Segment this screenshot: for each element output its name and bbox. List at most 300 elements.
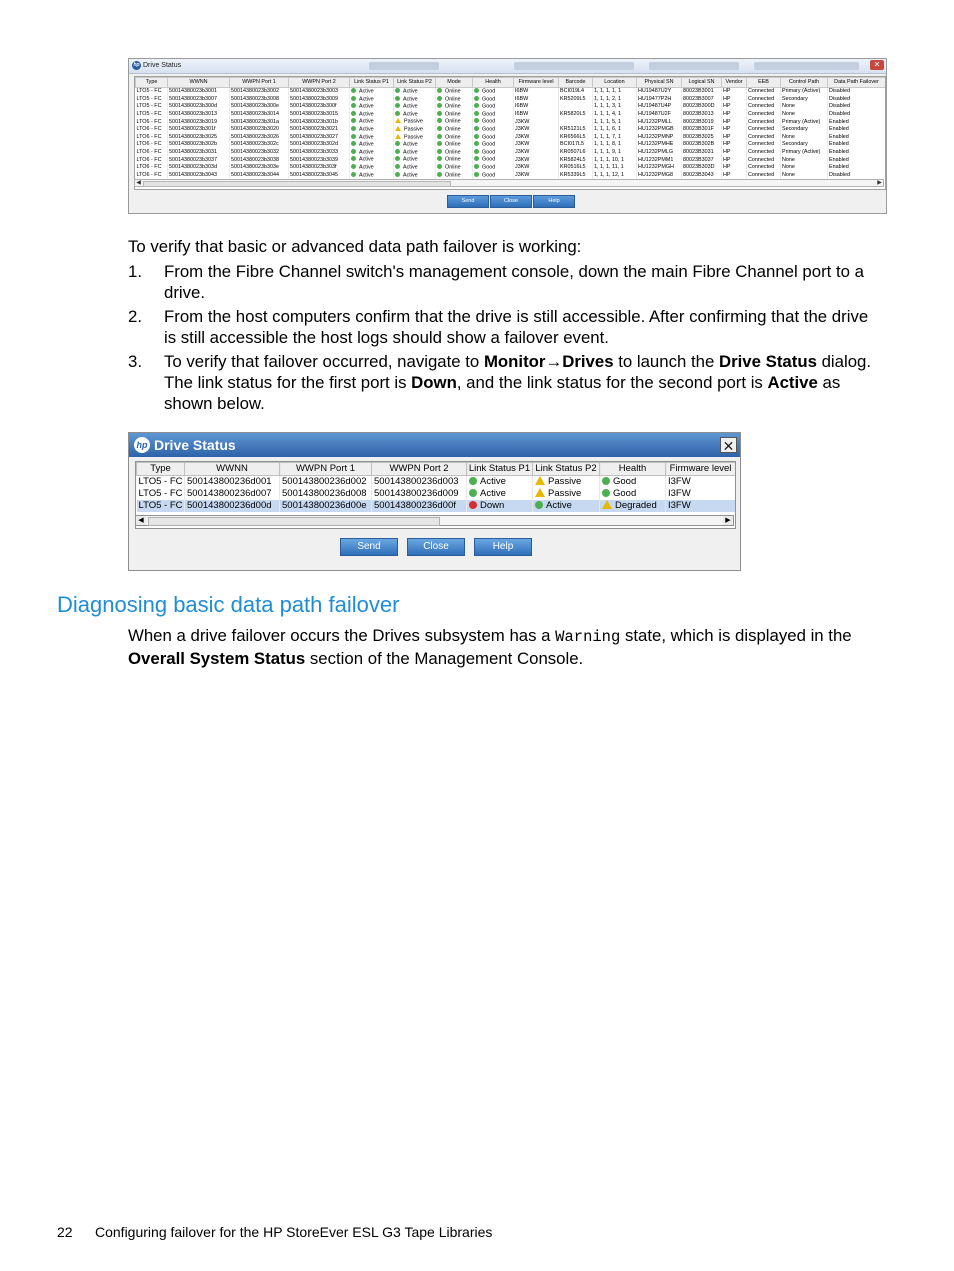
table-cell: KR5820L5 [559, 111, 593, 119]
overall-system-status: Overall System Status [128, 649, 306, 668]
table-cell: 80023B3007 [682, 96, 722, 104]
check-circle-icon [474, 126, 479, 131]
table-cell: Degraded [600, 500, 666, 512]
table-cell: Online [436, 103, 473, 111]
table-row[interactable] [136, 111, 886, 119]
horizontal-scrollbar[interactable] [134, 179, 884, 187]
table-cell: Enabled [828, 134, 886, 142]
check-circle-icon [474, 103, 479, 108]
check-circle-icon [469, 477, 477, 485]
table-cell: 80023B303D [682, 164, 722, 172]
column-header[interactable]: Vendor [722, 78, 747, 88]
table-cell: KR0516L5 [559, 164, 593, 172]
table-cell: KR5339L5 [559, 172, 593, 180]
table-cell: J3KW [514, 172, 559, 180]
table-cell: 1, 1, 1, 3, 1 [593, 103, 637, 111]
check-circle-icon [535, 501, 543, 509]
table-cell: Disabled [828, 172, 886, 180]
table-cell: HP [722, 164, 747, 172]
drive-table [134, 76, 886, 190]
check-circle-icon [474, 164, 479, 169]
table-cell: LTO6 - FC [136, 126, 168, 134]
table-cell: Connected [747, 134, 781, 142]
table-cell: LTO5 - FC [136, 88, 168, 96]
table-cell: Primary (Active) [781, 118, 828, 126]
scroll-left-icon[interactable]: ◀ [136, 516, 146, 525]
scroll-thumb[interactable] [143, 181, 451, 187]
table-cell: HU19487U4P [637, 103, 682, 111]
table-cell: Active [394, 88, 436, 96]
table-cell: LTO5 - FC [138, 499, 183, 511]
column-header[interactable]: Link Status P1 [467, 463, 533, 476]
table-cell: HP [722, 126, 747, 134]
table-cell: 50014380023b3039 [289, 156, 350, 164]
table-cell: Enabled [828, 141, 886, 149]
table-cell: Active [394, 141, 436, 149]
table-cell: Online [436, 172, 473, 180]
scroll-right-icon[interactable]: ▶ [877, 180, 882, 186]
page-number: 22 [57, 1224, 73, 1240]
hp-logo-icon: hp [133, 62, 140, 68]
table-cell: 500143800236d008 [280, 488, 372, 500]
check-circle-icon [351, 88, 356, 93]
check-circle-icon [395, 156, 400, 161]
table-row[interactable] [136, 88, 886, 96]
column-header[interactable]: Type [137, 463, 185, 476]
table-cell: None [781, 103, 828, 111]
column-header[interactable]: WWNN [168, 78, 230, 88]
warning-triangle-icon [395, 134, 401, 139]
scroll-left-icon[interactable]: ◀ [136, 180, 141, 186]
table-cell: HU19487U2Y [637, 88, 682, 96]
check-circle-icon [351, 149, 356, 154]
table-cell: Good [473, 88, 514, 96]
table-cell: Active [350, 134, 394, 142]
table-cell: 80023B3019 [682, 118, 722, 126]
status-down: Down [411, 373, 457, 392]
table-cell: HP [722, 103, 747, 111]
table-cell: Online [436, 96, 473, 104]
column-header[interactable]: Health [600, 463, 666, 476]
table-cell: Active [350, 172, 394, 180]
table-row[interactable] [136, 164, 886, 172]
table-cell: Active [394, 172, 436, 180]
table-cell: Active [350, 156, 394, 164]
help-button[interactable]: Help [474, 538, 532, 556]
send-button[interactable]: Send [340, 538, 398, 556]
table-cell: 50014380023b3003 [289, 88, 350, 96]
check-circle-icon [474, 141, 479, 146]
table-cell: Connected [747, 103, 781, 111]
table-cell: HP [722, 111, 747, 119]
table-cell: J3KW [514, 126, 559, 134]
check-circle-icon [474, 172, 479, 177]
table-cell: 1, 1, 1, 9, 1 [593, 149, 637, 157]
column-header[interactable]: Link Status P2 [533, 463, 600, 476]
table-cell: HP [722, 96, 747, 104]
table-cell: HU1232PMLL [637, 118, 682, 126]
table-cell: 50014380023b3008 [230, 96, 289, 104]
close-button[interactable]: Close [490, 195, 532, 208]
table-cell: BCI017L5 [559, 141, 593, 149]
table-row[interactable] [136, 149, 886, 157]
table-cell: Active [350, 96, 394, 104]
check-circle-icon [474, 156, 479, 161]
table-cell: Passive [533, 488, 600, 500]
table-cell: J3KW [514, 118, 559, 126]
table-cell: 1, 1, 1, 2, 1 [593, 96, 637, 104]
table-cell: 50014380023b3025 [168, 134, 230, 142]
table-cell: Online [436, 88, 473, 96]
arrow-icon: → [545, 352, 563, 371]
column-header[interactable]: EEB [747, 78, 781, 88]
check-circle-icon [602, 489, 610, 497]
check-circle-icon [351, 134, 356, 139]
check-circle-icon [474, 88, 479, 93]
table-cell: KR5824L5 [559, 156, 593, 164]
window-title: Drive Status [143, 62, 182, 69]
table-cell: 50014380023b3020 [230, 126, 289, 134]
column-header[interactable]: Physical SN [637, 78, 682, 88]
table-cell: Online [436, 134, 473, 142]
table-cell: Good [473, 103, 514, 111]
table-cell: Primary (Active) [781, 149, 828, 157]
table-cell: I6BW [514, 96, 559, 104]
table-cell: HU1232PMNP [637, 134, 682, 142]
step-number: 3. [128, 352, 142, 371]
column-header[interactable]: WWPN Port 2 [372, 463, 467, 476]
column-header[interactable]: Data Path Failover [828, 78, 886, 88]
menu-monitor: Monitor [483, 352, 546, 371]
check-circle-icon [437, 134, 442, 139]
table-cell: 50014380023b300f [289, 103, 350, 111]
step-text: To verify that failover occurred, navigate to Monitor→Drives to launch the Drive Status dialog. The link status for the first port is Down, and the link status for the second port is Active as shown below. [164, 352, 872, 413]
window-titlebar [129, 433, 740, 457]
table-cell: J3KW [514, 141, 559, 149]
table-cell: LTO6 - FC [136, 172, 168, 180]
table-cell: 50014380023b301b [289, 118, 350, 126]
column-header[interactable]: Control Path [781, 78, 828, 88]
table-cell: Disabled [828, 96, 886, 104]
table-cell: HU1232PMHE [637, 141, 682, 149]
table-cell: 50014380023b3045 [289, 172, 350, 180]
table-cell: KR5209L5 [559, 96, 593, 104]
table-cell: 500143800236d00f [372, 500, 467, 512]
table-cell: KR5121L5 [559, 126, 593, 134]
table-cell: 80023B302B [682, 141, 722, 149]
table-cell: 1, 1, 1, 11, 1 [593, 164, 637, 172]
check-circle-icon [437, 141, 442, 146]
table-cell: None [781, 172, 828, 180]
menu-drives: Drives [562, 352, 614, 371]
check-circle-icon [602, 477, 610, 485]
close-button[interactable]: Close [407, 538, 465, 556]
check-circle-icon [351, 141, 356, 146]
table-cell: LTO5 - FC [136, 111, 168, 119]
table-cell: HU19487U2F [637, 111, 682, 119]
table-cell: 80023B3025 [682, 134, 722, 142]
column-header[interactable]: Firmware level [666, 463, 736, 476]
table-cell: HP [722, 118, 747, 126]
table-cell: Active [350, 103, 394, 111]
table-cell: 50014380023b302c [230, 141, 289, 149]
table-cell: Active [350, 164, 394, 172]
table-cell: LTO5 - FC [138, 487, 183, 499]
section-heading: Diagnosing basic data path failover [57, 592, 400, 617]
check-circle-icon [395, 172, 400, 177]
column-header[interactable]: WWPN Port 2 [289, 78, 350, 88]
step-number: 1. [128, 262, 142, 281]
table-cell: 80023B3037 [682, 156, 722, 164]
table-cell: LTO5 - FC [138, 475, 183, 487]
table-cell: Enabled [828, 156, 886, 164]
table-cell: 50014380023b3002 [230, 88, 289, 96]
table-cell: HP [722, 172, 747, 180]
table-cell: Good [473, 118, 514, 126]
table-cell: 50014380023b3001 [168, 88, 230, 96]
table-cell: Online [436, 149, 473, 157]
check-circle-icon [395, 164, 400, 169]
table-cell: Enabled [828, 118, 886, 126]
table-cell: Enabled [828, 126, 886, 134]
table-row[interactable] [136, 103, 886, 111]
table-cell: HU1232PMGH [637, 164, 682, 172]
section-paragraph: When a drive failover occurs the Drives subsystem has a Warning state, which is displayed in the Overall System Status section of the Management Console. [128, 626, 852, 668]
table-row[interactable] [136, 134, 886, 142]
table-cell: 50014380023b300d [168, 103, 230, 111]
table-cell: Active [467, 488, 533, 500]
table-row[interactable] [136, 156, 886, 164]
table-cell: 50014380023b3032 [230, 149, 289, 157]
check-circle-icon [395, 149, 400, 154]
table-cell: Connected [747, 149, 781, 157]
table-cell: LTO5 - FC [136, 96, 168, 104]
table-cell: 80023B3043 [682, 172, 722, 180]
table-cell: 50014380023b300e [230, 103, 289, 111]
table-cell: 50014380023b3031 [168, 149, 230, 157]
table-cell: 1, 1, 1, 4, 1 [593, 111, 637, 119]
table-cell: Disabled [828, 103, 886, 111]
table-cell: 50014380023b303e [230, 164, 289, 172]
close-icon[interactable]: ✕ [870, 60, 884, 70]
table-cell: 80023B3031 [682, 149, 722, 157]
blurred-title-area [754, 62, 859, 70]
table-cell: Active [394, 111, 436, 119]
table-cell: 500143800236d009 [372, 488, 467, 500]
table-cell: 1, 1, 1, 7, 1 [593, 134, 637, 142]
drive-status-window-full [128, 58, 887, 214]
help-button[interactable]: Help [533, 195, 575, 208]
table-cell: 80023B3001 [682, 88, 722, 96]
check-circle-icon [474, 111, 479, 116]
close-icon[interactable]: ✕ [720, 437, 737, 453]
column-header[interactable]: Firmware level [514, 78, 559, 88]
check-circle-icon [474, 118, 479, 123]
table-cell: Enabled [828, 149, 886, 157]
table-cell: J3KW [514, 164, 559, 172]
column-header[interactable]: Location [593, 78, 637, 88]
table-cell: Enabled [828, 164, 886, 172]
table-cell: Passive [394, 118, 436, 126]
table-cell: 50014380023b3027 [289, 134, 350, 142]
table-cell: 50014380023b3009 [289, 96, 350, 104]
table-cell: I3FW [666, 488, 736, 500]
table-cell: Secondary [781, 141, 828, 149]
check-circle-icon [437, 111, 442, 116]
table-cell: I6BW [514, 88, 559, 96]
blurred-title-area [514, 62, 634, 70]
table-cell: 80023B300D [682, 103, 722, 111]
table-cell: 50014380023b3026 [230, 134, 289, 142]
table-cell: Good [473, 96, 514, 104]
table-cell: 50014380023b3007 [168, 96, 230, 104]
table-cell: Online [436, 156, 473, 164]
column-header[interactable]: Logical SN [682, 78, 722, 88]
table-cell: HU1232PMGB [637, 126, 682, 134]
table-cell: 500143800236d002 [280, 475, 372, 488]
table-cell: Active [350, 126, 394, 134]
table-cell: 1, 1, 1, 5, 1 [593, 118, 637, 126]
table-cell: HU1232PMG8 [637, 172, 682, 180]
table-cell: Active [350, 118, 394, 126]
table-cell [559, 103, 593, 111]
table-cell: Active [394, 96, 436, 104]
table-cell: KR0507L6 [559, 149, 593, 157]
column-header[interactable]: Barcode [559, 78, 593, 88]
check-circle-icon [351, 126, 356, 131]
table-cell: Connected [747, 164, 781, 172]
column-header[interactable]: WWNN [185, 463, 280, 476]
table-cell: Good [473, 141, 514, 149]
table-cell: HP [722, 149, 747, 157]
table-row[interactable] [136, 141, 886, 149]
column-header[interactable]: Mode [436, 78, 473, 88]
scroll-thumb[interactable] [148, 517, 440, 526]
table-cell: LTO6 - FC [136, 149, 168, 157]
table-cell: None [781, 164, 828, 172]
table-cell: LTO6 - FC [136, 141, 168, 149]
table-cell: 50014380023b3044 [230, 172, 289, 180]
column-header[interactable]: WWPN Port 1 [280, 463, 372, 476]
table-cell: KR6566L5 [559, 134, 593, 142]
check-circle-icon [351, 118, 356, 123]
table-cell: LTO6 - FC [136, 134, 168, 142]
check-circle-icon [351, 96, 356, 101]
table-row[interactable] [137, 500, 736, 512]
table-row[interactable] [136, 126, 886, 134]
warning-triangle-icon [535, 476, 545, 485]
check-circle-icon [437, 149, 442, 154]
table-cell: Passive [394, 126, 436, 134]
column-header[interactable]: Link Status P2 [394, 78, 436, 88]
table-cell: Online [436, 126, 473, 134]
table-cell: Active [350, 111, 394, 119]
table-cell: 50014380023b302d [289, 141, 350, 149]
table-cell: LTO6 - FC [136, 164, 168, 172]
check-circle-icon [437, 126, 442, 131]
table-cell: 80023B3013 [682, 111, 722, 119]
table-cell: 50014380023b303f [289, 164, 350, 172]
table-cell: Good [473, 134, 514, 142]
table-cell: J3KW [514, 149, 559, 157]
column-header[interactable]: Link Status P1 [350, 78, 394, 88]
table-cell: Connected [747, 126, 781, 134]
table-cell: Connected [747, 141, 781, 149]
table-cell: 50014380023b3021 [289, 126, 350, 134]
table-cell: J3KW [514, 134, 559, 142]
status-active: Active [767, 373, 818, 392]
table-cell: HP [722, 156, 747, 164]
table-cell: 50014380023b3037 [168, 156, 230, 164]
warning-triangle-icon [602, 500, 612, 509]
check-circle-icon [437, 88, 442, 93]
table-row[interactable] [136, 118, 886, 126]
table-cell: LTO6 - FC [136, 156, 168, 164]
check-circle-icon [474, 149, 479, 154]
check-circle-icon [351, 164, 356, 169]
step-number: 2. [128, 307, 142, 326]
check-circle-icon [395, 96, 400, 101]
table-cell: 500143800236d007 [185, 488, 280, 500]
warning-triangle-icon [395, 126, 401, 131]
table-row[interactable] [136, 172, 886, 180]
check-circle-icon [437, 164, 442, 169]
table-row[interactable] [137, 475, 736, 488]
table-row[interactable] [137, 488, 736, 500]
table-cell: Active [394, 164, 436, 172]
table-cell: Active [533, 500, 600, 512]
table-cell: Connected [747, 156, 781, 164]
column-header[interactable]: WWPN Port 1 [230, 78, 289, 88]
table-cell: HP [722, 88, 747, 96]
send-button[interactable]: Send [447, 195, 489, 208]
warning-triangle-icon [395, 118, 401, 123]
table-cell: 50014380023b3033 [289, 149, 350, 157]
table-cell: HP [722, 134, 747, 142]
check-circle-icon [437, 103, 442, 108]
table-cell [559, 118, 593, 126]
column-header[interactable]: Type [136, 78, 168, 88]
horizontal-scrollbar[interactable] [135, 515, 734, 526]
column-header[interactable]: Health [473, 78, 514, 88]
check-circle-icon [437, 172, 442, 177]
table-cell: 50014380023b3019 [168, 118, 230, 126]
table-cell: 500143800236d00e [280, 500, 372, 512]
check-circle-icon [469, 489, 477, 497]
table-cell: HU1232PMM1 [637, 156, 682, 164]
table-cell: 50014380023b3043 [168, 172, 230, 180]
table-cell: Good [473, 164, 514, 172]
table-cell: Good [473, 111, 514, 119]
check-circle-icon [395, 111, 400, 116]
scroll-right-icon[interactable]: ▶ [723, 516, 733, 525]
table-cell: HP [722, 141, 747, 149]
table-cell: 500143800236d00d [185, 500, 280, 512]
window-titlebar [129, 59, 886, 74]
table-cell: I6BW [514, 103, 559, 111]
table-cell: Online [436, 118, 473, 126]
warning-triangle-icon [535, 488, 545, 497]
check-circle-icon [395, 141, 400, 146]
table-cell: 1, 1, 1, 10, 1 [593, 156, 637, 164]
check-circle-icon [351, 172, 356, 177]
table-row[interactable] [136, 96, 886, 104]
table-cell: Active [350, 149, 394, 157]
table-cell: 50014380023b303d [168, 164, 230, 172]
error-circle-icon [469, 501, 477, 509]
table-cell: Online [436, 164, 473, 172]
table-cell: Down [467, 500, 533, 512]
